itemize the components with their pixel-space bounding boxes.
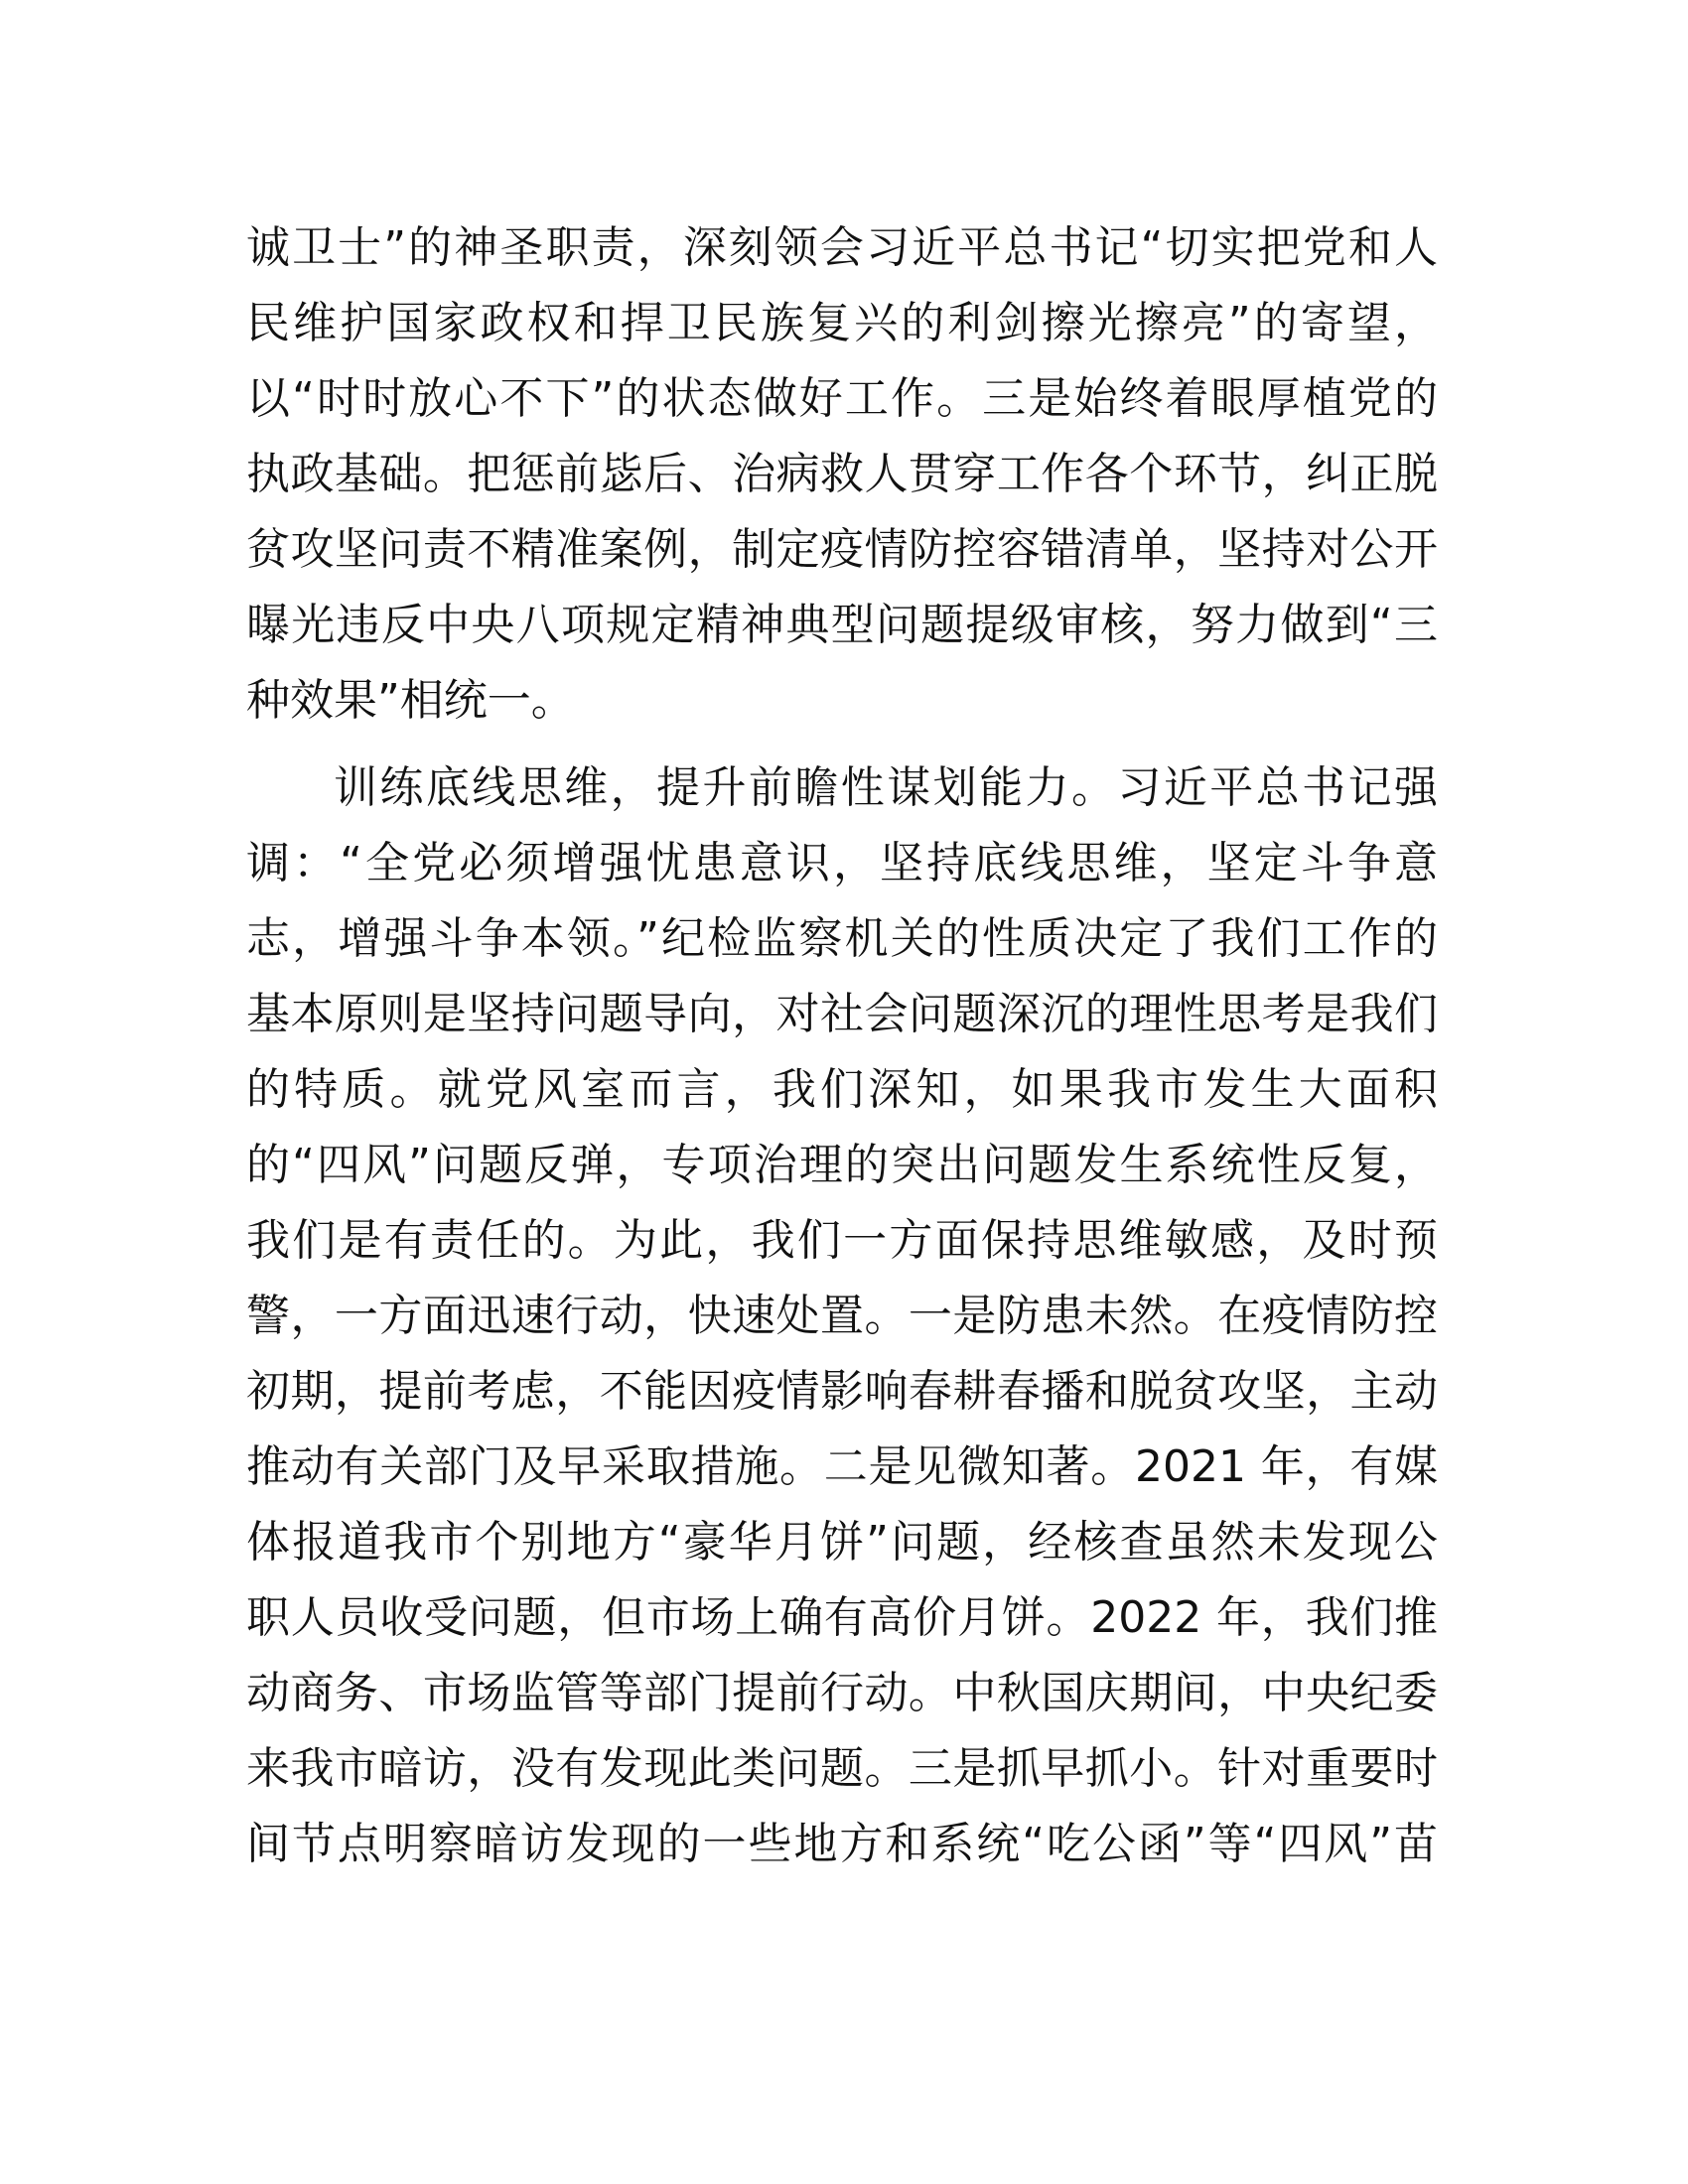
text-line: 调：“全党必须增强忧患意识，坚持底线思维，坚定斗争意: [246, 838, 1438, 888]
text-line: 来我市暗访，没有发现此类问题。三是抓早抓小。针对重要时: [246, 1743, 1438, 1794]
text-line: 警，一方面迅速行动，快速处置。一是防患未然。在疫情防控: [246, 1291, 1438, 1341]
text-line: 的“四风”问题反弹，专项治理的突出问题发生系统性反复，: [246, 1140, 1438, 1190]
text-line: 训练底线思维，提升前瞻性谋划能力。习近平总书记强: [334, 762, 1438, 813]
paragraph-spacer: [246, 739, 1438, 751]
text-line: 动商务、市场监管等部门提前行动。中秋国庆期间，中央纪委: [246, 1668, 1438, 1718]
text-line: 种效果”相统一。: [246, 675, 575, 726]
text-line: 贫攻坚问责不精准案例，制定疫情防控容错清单，坚持对公开: [246, 524, 1438, 575]
text-line: 以“时时放心不下”的状态做好工作。三是始终着眼厚植党的: [246, 373, 1438, 424]
text-line: 诚卫士”的神圣职责，深刻领会习近平总书记“切实把党和人: [246, 222, 1438, 273]
text-line: 志，增强斗争本领。”纪检监察机关的性质决定了我们工作的: [246, 913, 1438, 964]
paragraph-2: [246, 751, 1438, 1882]
document-body: [246, 210, 1438, 1882]
text-line: 的特质。就党风室而言，我们深知，如果我市发生大面积: [246, 1064, 1438, 1115]
text-line: 执政基础。把惩前毖后、治病救人贯穿工作各个环节，纠正脱: [246, 449, 1438, 499]
text-line: 我们是有责任的。为此，我们一方面保持思维敏感，及时预: [246, 1215, 1438, 1266]
paragraph-1: [246, 210, 1438, 739]
text-line: 初期，提前考虑，不能因疫情影响春耕春播和脱贫攻坚，主动: [246, 1366, 1438, 1417]
text-line: 基本原则是坚持问题导向，对社会问题深沉的理性思考是我们: [246, 989, 1438, 1039]
text-line: 职人员收受问题，但市场上确有高价月饼。2022 年，我们推: [246, 1592, 1438, 1643]
text-line: 体报道我市个别地方“豪华月饼”问题，经核查虽然未发现公: [246, 1517, 1438, 1568]
text-line: 曝光违反中央八项规定精神典型问题提级审核，努力做到“三: [246, 600, 1438, 650]
text-line: 推动有关部门及早采取措施。二是见微知著。2021 年，有媒: [246, 1441, 1438, 1492]
text-line: 民维护国家政权和捍卫民族复兴的利剑擦光擦亮”的寄望，: [246, 298, 1438, 348]
text-line: 间节点明察暗访发现的一些地方和系统“吃公函”等“四风”苗: [246, 1819, 1438, 1869]
